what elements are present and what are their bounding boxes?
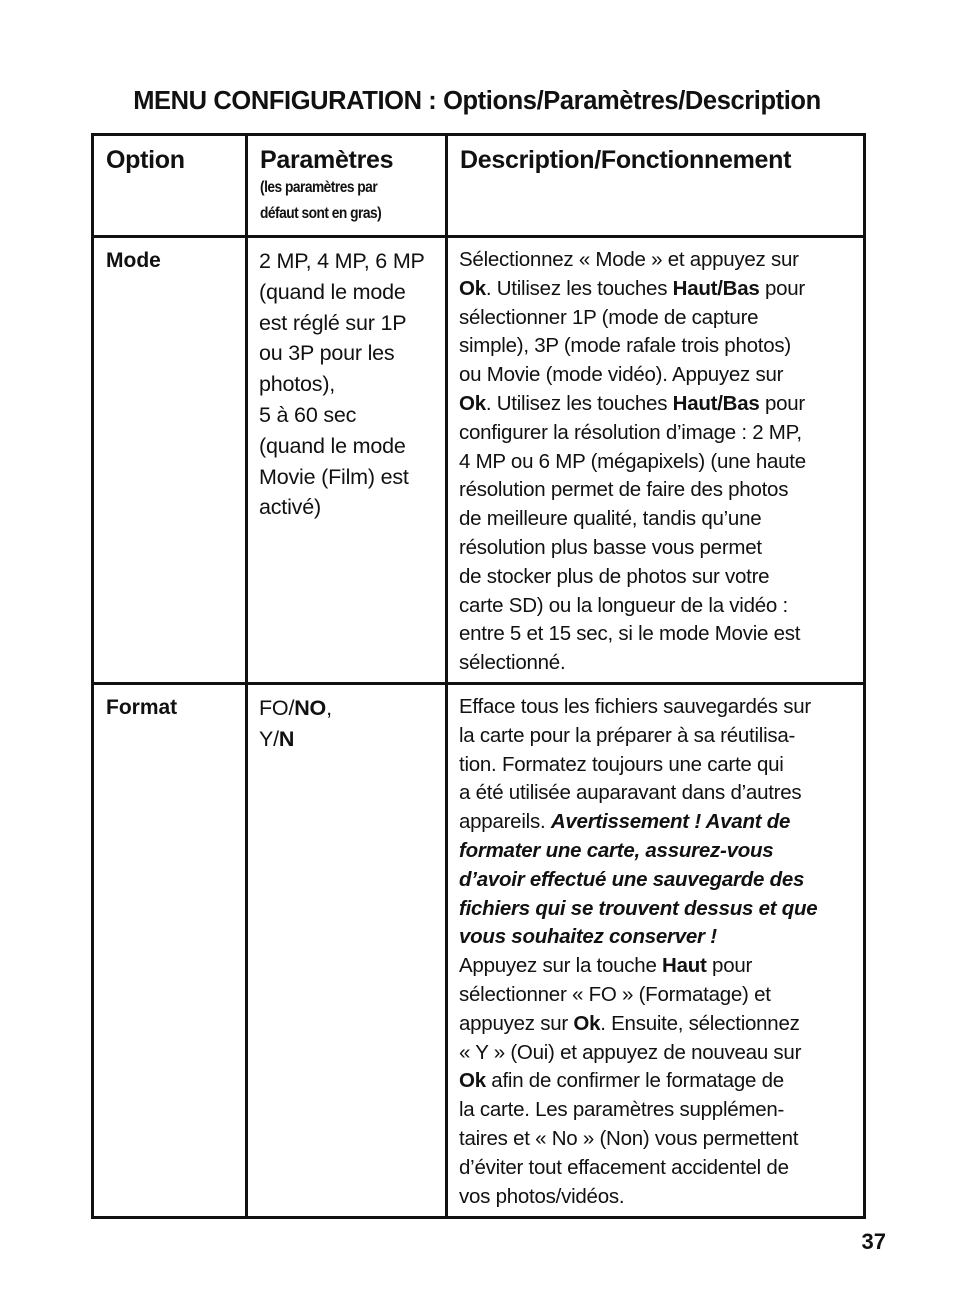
- params-line: FO/NO,: [259, 696, 332, 720]
- desc-line: configurer la résolution d’image : 2 MP,: [459, 420, 802, 444]
- warning-text: vous souhaitez conserver !: [459, 925, 717, 949]
- params-line: 5 à 60 sec: [259, 402, 357, 427]
- key-haut-bas: Haut/Bas: [672, 391, 760, 415]
- warning-text: Avertissement ! Avant de: [550, 810, 791, 834]
- page-number: 37: [861, 1229, 886, 1254]
- desc-line: sélectionner « FO » (Formatage) et: [459, 982, 771, 1006]
- key-ok: Ok: [459, 276, 486, 300]
- key-ok: Ok: [459, 1069, 486, 1093]
- config-table: [91, 133, 866, 1219]
- desc-line: appuyez sur Ok. Ensuite, sélectionnez: [459, 1011, 800, 1035]
- table-header-row: [93, 135, 865, 237]
- desc-line: entre 5 et 15 sec, si le mode Movie est: [459, 622, 801, 646]
- desc-line: de meilleure qualité, tandis qu’une: [459, 507, 762, 531]
- table-row: [93, 237, 865, 684]
- desc-line: vos photos/vidéos.: [459, 1184, 625, 1208]
- header-parametres-label: Paramètres: [260, 146, 394, 174]
- params-cell: [247, 684, 447, 1218]
- warning-text: d’avoir effectué une sauvegarde des: [459, 867, 805, 891]
- desc-line: d’éviter tout effacement accidentel de: [459, 1155, 789, 1179]
- description-text: [448, 685, 863, 1211]
- header-description-cell: [447, 135, 865, 237]
- header-parametres-note-line: défaut sont en gras): [260, 205, 382, 222]
- key-ok: Ok: [459, 391, 486, 415]
- page-title: MENU CONFIGURATION : Options/Paramètres/Description: [133, 87, 821, 115]
- table-row: [93, 684, 865, 1218]
- params-line: (quand le mode: [259, 279, 406, 304]
- header-parametres-cell: [247, 135, 447, 237]
- option-name: Mode: [106, 249, 161, 272]
- desc-line: carte SD) ou la longueur de la vidéo :: [459, 593, 788, 617]
- default-value: N: [278, 726, 295, 751]
- desc-line: Appuyez sur la touche Haut pour: [459, 954, 753, 978]
- option-cell: [93, 237, 247, 684]
- desc-line: la carte pour la préparer à sa réutilisa-: [459, 723, 796, 747]
- params-text: [248, 685, 445, 755]
- desc-line: 4 MP ou 6 MP (mégapixels) (une haute: [459, 449, 806, 473]
- params-line: Movie (Film) est: [259, 464, 409, 489]
- params-line: (quand le mode: [259, 433, 406, 458]
- desc-line: Sélectionnez « Mode » et appuyez sur: [459, 248, 799, 271]
- warning-text: formater une carte, assurez-vous: [459, 838, 774, 862]
- description-text: [448, 238, 863, 678]
- params-line: 2 MP, 4 MP, 6 MP: [259, 249, 425, 273]
- desc-line: a été utilisée auparavant dans d’autres: [459, 781, 802, 805]
- key-haut-bas: Haut/Bas: [672, 276, 760, 300]
- desc-line: ou Movie (mode vidéo). Appuyez sur: [459, 363, 784, 387]
- params-line: activé): [259, 495, 321, 520]
- params-cell: [247, 237, 447, 684]
- header-option: Option: [106, 146, 185, 174]
- desc-line: tion. Formatez toujours une carte qui: [459, 752, 784, 776]
- warning-text: fichiers qui se trouvent dessus et que: [459, 896, 818, 920]
- desc-line: la carte. Les paramètres supplémen-: [459, 1098, 785, 1122]
- header-option-cell: [93, 135, 247, 237]
- params-line: est réglé sur 1P: [259, 310, 407, 335]
- desc-line: Efface tous les fichiers sauvegardés sur: [459, 695, 811, 718]
- desc-line: simple), 3P (mode rafale trois photos): [459, 334, 791, 358]
- desc-line: résolution permet de faire des photos: [459, 478, 789, 502]
- params-line: Y/N: [259, 726, 295, 751]
- description-cell: [447, 237, 865, 684]
- desc-line: taires et « No » (Non) vous permettent: [459, 1126, 799, 1150]
- default-value: NO: [294, 696, 327, 720]
- params-text: [248, 238, 445, 523]
- desc-line: Ok. Utilisez les touches Haut/Bas pour: [459, 276, 806, 300]
- desc-line: de stocker plus de photos sur votre: [459, 564, 770, 588]
- desc-line: sélectionner 1P (mode de capture: [459, 305, 759, 329]
- header-description: Description/Fonctionnement: [460, 146, 792, 174]
- key-ok: Ok: [573, 1011, 601, 1035]
- params-line: photos),: [259, 372, 336, 397]
- header-parametres: [248, 136, 445, 229]
- desc-line: Ok afin de confirmer le formatage de: [459, 1069, 784, 1093]
- desc-line: Ok. Utilisez les touches Haut/Bas pour: [459, 391, 806, 415]
- params-line: ou 3P pour les: [259, 341, 395, 366]
- option-cell: [93, 684, 247, 1218]
- desc-line: sélectionné.: [459, 651, 566, 675]
- key-haut: Haut: [662, 954, 707, 978]
- desc-line: résolution plus basse vous permet: [459, 535, 762, 559]
- header-parametres-note-line: (les paramètres par: [260, 179, 378, 196]
- header-parametres-note: [260, 177, 419, 229]
- description-cell: [447, 684, 865, 1218]
- option-name: Format: [106, 696, 178, 719]
- desc-line: appareils. Avertissement ! Avant de: [459, 810, 791, 834]
- desc-line: « Y » (Oui) et appuyez de nouveau sur: [459, 1040, 802, 1064]
